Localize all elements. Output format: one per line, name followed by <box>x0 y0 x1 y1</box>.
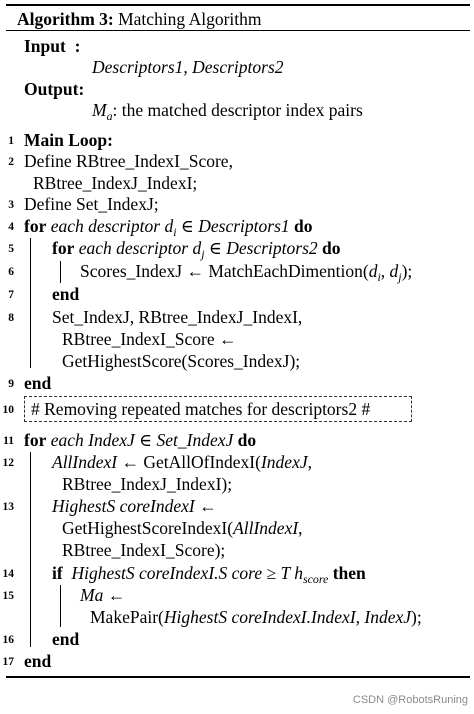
line-3-text: Define Set_IndexJ; <box>24 194 159 214</box>
inner-loop-bar <box>60 261 61 283</box>
line-number: 2 <box>8 156 14 168</box>
for-loop-bar <box>30 452 31 647</box>
main-loop-label: Main Loop: <box>24 130 113 150</box>
end-keyword: end <box>52 284 80 304</box>
line-number: 17 <box>2 656 14 668</box>
line-11-text: for each IndexJ ∈ Set_IndexJ do <box>24 430 257 450</box>
algorithm-title <box>17 9 262 29</box>
line-number: 12 <box>2 457 14 469</box>
line-13-continuation-1: GetHighestScoreIndexI(AllIndexI, <box>62 518 303 538</box>
line-13-text: HighestS coreIndexI ← <box>52 496 217 516</box>
output-label: Output: <box>24 79 85 99</box>
algorithm-name: Matching Algorithm <box>118 9 262 29</box>
line-number: 7 <box>8 289 14 301</box>
input-label: Input : <box>24 36 81 56</box>
output-values: $M_a$: the matched descriptor index pairs <box>92 100 363 123</box>
line-12-continuation: RBtree_IndexJ_IndexI); <box>62 474 233 494</box>
line-number: 15 <box>2 590 14 602</box>
for-loop-bar <box>30 238 31 368</box>
line-4-text: for each descriptor $d_i$ ∈ Descriptors1 do <box>24 216 313 239</box>
end-keyword: end <box>24 373 52 393</box>
line-number: 4 <box>8 221 14 233</box>
line-2-continuation: RBtree_IndexJ_IndexI; <box>33 173 198 193</box>
line-number: 13 <box>2 501 14 513</box>
line-5-text: for each descriptor $d_j$ ∈ Descriptors2 do <box>52 238 341 261</box>
line-number: 9 <box>8 378 14 390</box>
comment-text: # Removing repeated matches for descriptors2 # <box>31 399 371 419</box>
line-number: 11 <box>3 435 14 447</box>
top-rule <box>6 4 470 6</box>
line-number: 14 <box>2 568 14 580</box>
end-keyword: end <box>24 651 52 671</box>
line-6-text: Scores_IndexJ ← $MatchEachDimention(d_i$, $d_j$); <box>80 261 413 284</box>
line-15-continuation: MakePair(HighestS coreIndexI.IndexI, IndexJ); <box>90 607 422 627</box>
line-number: 1 <box>8 135 14 147</box>
line-15-text: Ma ← <box>80 585 126 605</box>
line-number: 6 <box>8 266 14 278</box>
algorithm-label: Algorithm 3: <box>17 9 114 29</box>
end-keyword: end <box>52 629 80 649</box>
line-number: 3 <box>8 199 14 211</box>
line-number: 10 <box>2 404 14 416</box>
line-number: 16 <box>2 634 14 646</box>
line-8-continuation-1: RBtree_IndexI_Score ← <box>62 329 237 349</box>
line-number: 5 <box>8 243 14 255</box>
line-8-continuation-2: GetHighestScore(Scores_IndexJ); <box>62 351 301 371</box>
if-block-bar <box>60 585 61 627</box>
line-number: 8 <box>8 312 14 324</box>
line-14-text: if HighestS coreIndexI.S core ≥ T $h_{score}$ then <box>52 563 366 586</box>
line-2-text: Define RBtree_IndexI_Score, <box>24 151 233 171</box>
bottom-rule <box>6 676 470 678</box>
watermark: CSDN @RobotsRuning <box>352 694 468 706</box>
line-13-continuation-2: RBtree_IndexI_Score); <box>62 540 226 560</box>
input-values: Descriptors1, Descriptors2 <box>92 57 284 77</box>
header-rule <box>6 30 470 31</box>
line-12-text: AllIndexI ← GetAllOfIndexI(IndexJ, <box>52 452 312 472</box>
line-8-text: Set_IndexJ, RBtree_IndexJ_IndexI, <box>52 307 303 327</box>
